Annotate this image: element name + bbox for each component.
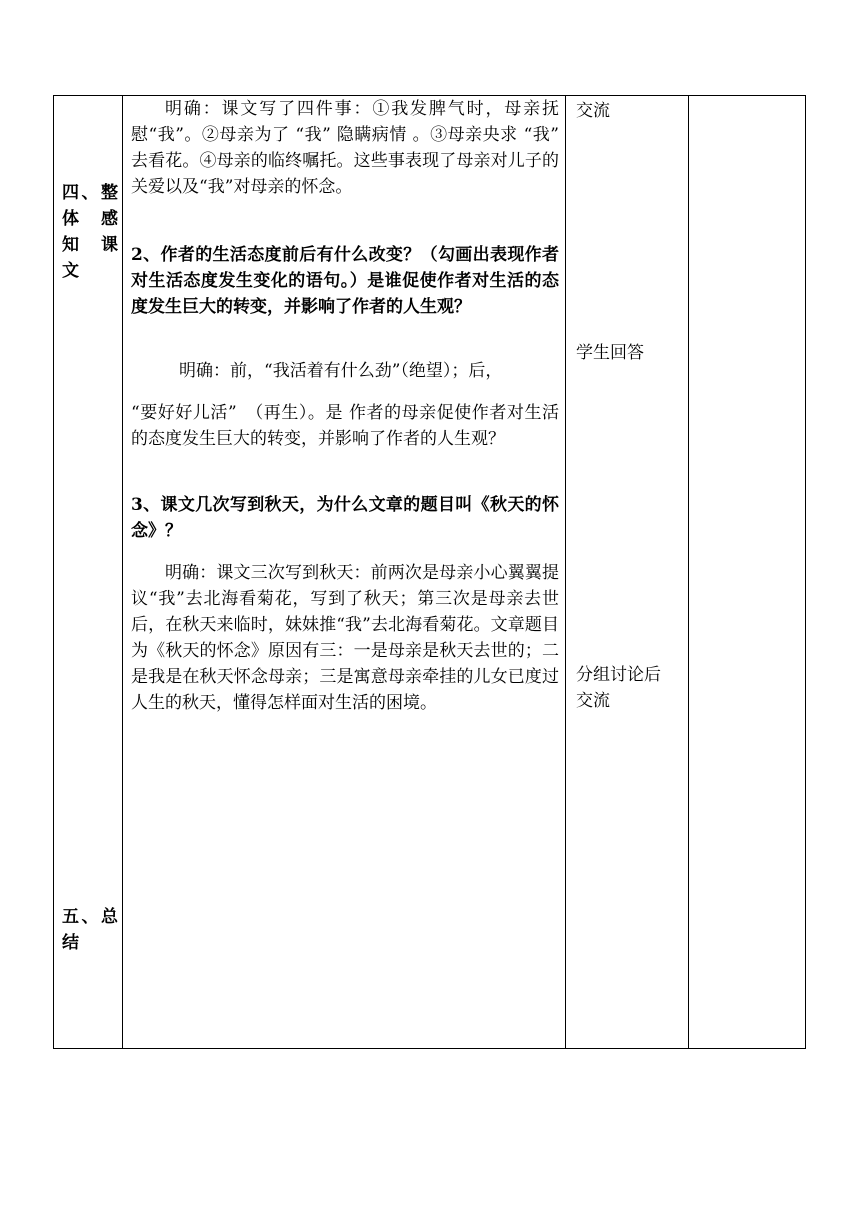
question-2: 2、作者的生活态度前后有什么改变？（勾画出表现作者对生活态度发生变化的语句。）是谁促使作者对生活的态度发生巨大的转变，并影响了作者的人生观？: [131, 245, 559, 317]
section-title-4: [62, 180, 118, 284]
section-title-line: 四、整: [62, 183, 118, 203]
lesson-table: [53, 95, 806, 1049]
activity-line: 交流: [576, 691, 610, 711]
activity-group-discussion: [576, 662, 661, 714]
question-3: 3、课文几次写到秋天，为什么文章的题目叫《秋天的怀念》？: [131, 495, 559, 541]
section-title-5: [62, 904, 118, 956]
answer-paragraph-1: 明确：课文写了四件事：①我发脾气时，母亲抚慰“我”。②母亲为了 “我” 隐瞒病情 。③母亲央求 “我” 去看花。④母亲的临终嘱托。这些事表现了母亲对儿子的关爱以及“我”对母亲的怀念。: [131, 99, 559, 197]
content-column: [123, 96, 566, 1048]
activity-student-answer: 学生回答: [576, 343, 644, 363]
answer-2-rest: “要好好儿活” （再生）。是 作者的母亲促使作者对生活的态度发生巨大的转变，并影响了作者的人生观？: [131, 403, 559, 449]
activity-exchange: 交流: [576, 101, 610, 121]
notes-column: [689, 96, 805, 1048]
section-column: [54, 96, 123, 1048]
section-title-line: 知 课: [62, 235, 118, 255]
section-title-line: 体 感: [62, 209, 118, 229]
section-title-line: 五、总: [62, 907, 118, 927]
activity-column: [566, 96, 689, 1048]
activity-line: 分组讨论后: [576, 665, 661, 685]
section-title-line: 文: [62, 261, 79, 281]
answer-2-first-line: 明确：前，“我活着有什么劲”（绝望）；后，: [179, 361, 503, 381]
section-title-line: 结: [62, 933, 79, 953]
answer-paragraph-3: 明确：课文三次写到秋天：前两次是母亲小心翼翼提议“我”去北海看菊花，写到了秋天；第三次是母亲去世后，在秋天来临时，妹妹推“我”去北海看菊花。文章题目为《秋天的怀念》原因有三：一是母亲是秋天去世的；二是我是在秋天怀念母亲；三是寓意母亲牵挂的儿女已度过人生的秋天，懂得怎样面对生活的困境。: [131, 563, 559, 713]
